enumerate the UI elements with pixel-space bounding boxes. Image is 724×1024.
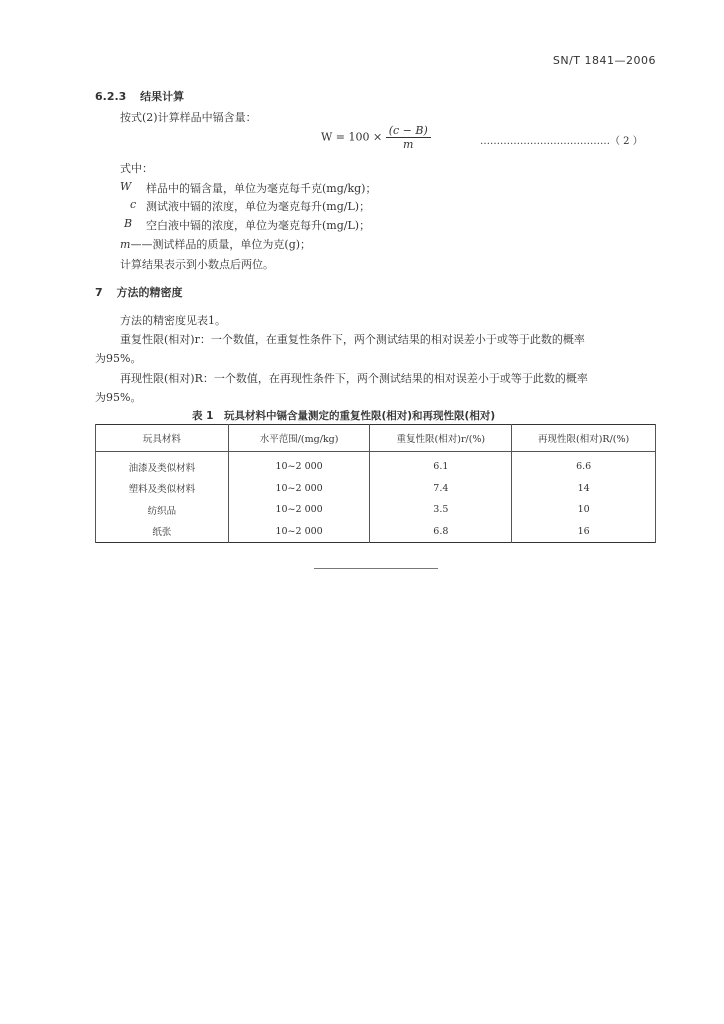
table-cell: 油漆及类似材料 bbox=[96, 452, 229, 478]
table-cell: 10~2 000 bbox=[228, 452, 370, 478]
repeatability-paragraph-line-1: 重复性限(相对)r：一个数值，在重复性条件下，两个测试结果的相对误差小于或等于此数的概率 bbox=[120, 333, 585, 346]
end-of-document-rule bbox=[314, 568, 438, 569]
formula-number: …………………………………（ 2 ） bbox=[480, 136, 643, 147]
reproducibility-paragraph-line-2: 为95%。 bbox=[95, 391, 142, 404]
table-cell: 纸张 bbox=[96, 521, 229, 543]
table-row bbox=[96, 452, 656, 478]
var-c-symbol: c bbox=[130, 198, 137, 211]
section-623-number: 6.2.3 bbox=[95, 90, 127, 103]
table-cell: 纺织品 bbox=[96, 499, 229, 521]
table-cell: 3.5 bbox=[370, 499, 512, 521]
var-w-symbol: W bbox=[120, 180, 132, 193]
table-cell: 10~2 000 bbox=[228, 521, 370, 543]
section-623-title: 结果计算 bbox=[140, 90, 185, 103]
table-cell: 10~2 000 bbox=[228, 478, 370, 500]
var-m-desc: ——测试样品的质量，单位为克(g)； bbox=[130, 238, 312, 251]
table-row bbox=[96, 478, 656, 500]
column-header: 重复性限(相对)r/(%) bbox=[370, 425, 512, 452]
section-7-number: 7 bbox=[95, 286, 103, 299]
var-m-symbol: m bbox=[120, 238, 131, 251]
formula-numerator: (c − B) bbox=[386, 124, 431, 138]
formula-lhs: W = 100 × bbox=[321, 130, 383, 144]
standard-number: SN/T 1841—2006 bbox=[552, 54, 656, 67]
var-w-desc: 样品中的镉含量，单位为毫克每千克(mg/kg)； bbox=[146, 182, 377, 195]
precision-table bbox=[95, 424, 656, 543]
where-label: 式中： bbox=[120, 162, 153, 175]
table-cell: 10~2 000 bbox=[228, 499, 370, 521]
section-623-heading bbox=[95, 88, 184, 104]
precision-paragraph-1: 方法的精密度见表1。 bbox=[120, 314, 226, 327]
var-b-desc: 空白液中镉的浓度，单位为毫克每升(mg/L)； bbox=[146, 219, 371, 232]
rounding-note: 计算结果表示到小数点后两位。 bbox=[120, 258, 274, 271]
column-header: 玩具材料 bbox=[96, 425, 229, 452]
column-header: 再现性限(相对)R/(%) bbox=[512, 425, 656, 452]
table-cell: 16 bbox=[512, 521, 656, 543]
repeatability-paragraph-line-2: 为95%。 bbox=[95, 352, 142, 365]
formula bbox=[321, 124, 431, 151]
table-cell: 6.1 bbox=[370, 452, 512, 478]
table-header-row bbox=[96, 425, 656, 452]
table-cell: 14 bbox=[512, 478, 656, 500]
table-row bbox=[96, 521, 656, 543]
table-cell: 7.4 bbox=[370, 478, 512, 500]
var-m-line bbox=[120, 236, 311, 252]
formula-denominator: m bbox=[403, 138, 414, 151]
formula-fraction bbox=[386, 124, 431, 151]
section-7-title: 方法的精密度 bbox=[116, 286, 183, 299]
reproducibility-paragraph-line-1: 再现性限(相对)R：一个数值，在再现性条件下，两个测试结果的相对误差小于或等于此数的概率 bbox=[120, 372, 588, 385]
table-cell: 塑料及类似材料 bbox=[96, 478, 229, 500]
section-623-intro: 按式(2)计算样品中镉含量： bbox=[120, 111, 257, 124]
table-row bbox=[96, 499, 656, 521]
table-1-caption: 表 1 玩具材料中镉含量测定的重复性限(相对)和再现性限(相对) bbox=[192, 410, 496, 422]
section-7-heading bbox=[95, 284, 183, 300]
table-cell: 6.8 bbox=[370, 521, 512, 543]
table-cell: 6.6 bbox=[512, 452, 656, 478]
var-c-desc: 测试液中镉的浓度，单位为毫克每升(mg/L)； bbox=[146, 200, 371, 213]
table-cell: 10 bbox=[512, 499, 656, 521]
column-header: 水平范围/(mg/kg) bbox=[228, 425, 370, 452]
var-b-symbol: B bbox=[124, 217, 133, 230]
